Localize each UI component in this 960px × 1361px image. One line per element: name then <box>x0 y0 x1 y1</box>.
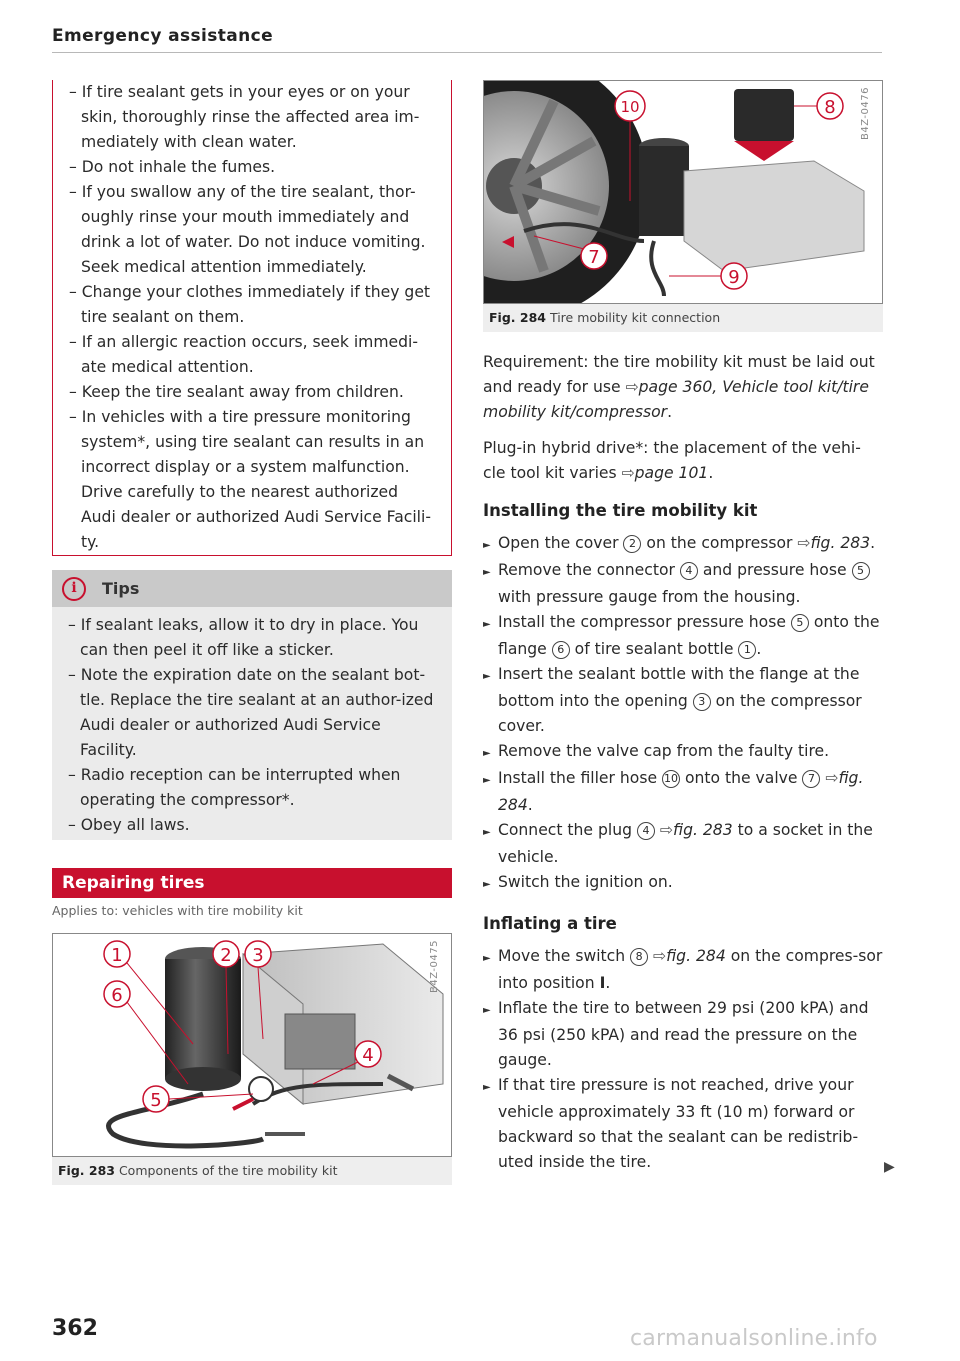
warning-item: – Keep the tire sealant away from children. <box>69 383 404 401</box>
step-text: onto the flange <box>498 613 880 658</box>
figure-283-caption-text: Components of the tire mobility kit <box>118 1163 338 1178</box>
step-text: with pressure gauge from the housing. <box>498 588 801 606</box>
warning-list <box>63 80 435 555</box>
sentence-end: . <box>667 403 673 421</box>
step-bullet-icon: ► <box>483 671 491 682</box>
watermark: carmanualsonline.info <box>630 1326 878 1351</box>
callout-8: 8 <box>824 97 836 118</box>
warning-item: – If an allergic reaction occurs, seek immedi-ate medical attention. <box>69 333 419 376</box>
step-text: Install the compressor pressure hose <box>498 613 791 631</box>
figure-284 <box>483 80 883 332</box>
step-text: . <box>870 534 876 552</box>
step-text: Install the filler hose <box>498 769 662 787</box>
step-text: Remove the connector <box>498 561 680 579</box>
figure-284-code: B4Z-0476 <box>860 87 871 140</box>
figure-284-caption <box>483 304 883 332</box>
instruction-step <box>483 558 883 610</box>
callout-5: 5 <box>150 1090 162 1111</box>
step-text: onto the valve <box>680 769 803 787</box>
callout-2: 2 <box>220 945 232 966</box>
callout-number: 3 <box>693 693 711 711</box>
step-text: Connect the plug <box>498 821 637 839</box>
figure-284-caption-text: Tire mobility kit connection <box>549 310 721 325</box>
figure-283 <box>52 933 452 1185</box>
link-arrow-icon: ⇨ <box>659 821 673 839</box>
figure-reference-link[interactable]: fig. 283 <box>810 534 871 552</box>
step-text: Insert the sealant bottle with the flange at the bottom into the opening <box>498 665 860 710</box>
step-text: on the compres-sor into position <box>498 947 883 992</box>
instruction-step <box>483 996 883 1073</box>
tire-mobility-kit-illustration <box>53 934 451 1156</box>
section-title: Repairing tires <box>52 868 452 898</box>
step-text: If that tire pressure is not reached, drive your vehicle approximately 33 ft (10 m) forward or backward so that the sealant can be redistrib-uted inside the tire. <box>498 1076 859 1171</box>
instruction-step <box>483 944 883 996</box>
instruction-step <box>483 610 883 662</box>
step-text: Inflate the tire to between 29 psi (200 kPA) and 36 psi (250 kPA) and read the pressure on the gauge. <box>498 999 869 1069</box>
sentence-end: . <box>708 464 714 482</box>
link-arrow-icon: ⇨ <box>621 464 635 482</box>
callout-number: 7 <box>802 770 820 788</box>
step-bullet-icon: ► <box>483 567 491 578</box>
step-bullet-icon: ► <box>483 775 491 786</box>
info-icon: i <box>62 577 86 601</box>
callout-1: 1 <box>111 945 123 966</box>
warning-item: – Do not inhale the fumes. <box>69 158 276 176</box>
step-text: . <box>605 974 611 992</box>
tips-item: – Radio reception can be interrupted when operating the compressor*. <box>68 766 401 809</box>
step-text: Open the cover <box>498 534 624 552</box>
warning-item: – If you swallow any of the tire sealant, thor-oughly rinse your mouth immediately and drink a lot of water. Do not induce vomiting. Seek medical attention immediately. <box>69 183 426 276</box>
figure-283-image <box>52 933 452 1157</box>
step-text: . <box>527 796 533 814</box>
warning-item: – If tire sealant gets in your eyes or on your skin, thoroughly rinse the affected area im-mediately with clean water. <box>69 83 420 151</box>
page-number: 362 <box>52 1316 98 1341</box>
step-bullet-icon: ► <box>483 953 491 964</box>
figure-283-caption <box>52 1157 452 1185</box>
callout-number: 8 <box>630 948 648 966</box>
instruction-step <box>483 1073 883 1175</box>
instruction-step <box>483 662 883 739</box>
step-text: to a socket in the vehicle. <box>498 821 873 866</box>
step-bullet-icon: ► <box>483 748 491 759</box>
callout-number: 2 <box>623 535 641 553</box>
step-text: of tire sealant bottle <box>569 640 739 658</box>
requirement-text: Requirement: the tire mobility kit must be laid out and ready for use <box>483 353 875 396</box>
left-column <box>52 80 452 1185</box>
step-bullet-icon: ► <box>483 879 491 890</box>
callout-number: 6 <box>552 641 570 659</box>
link-arrow-icon: ⇨ <box>797 534 811 552</box>
step-bullet-icon: ► <box>483 827 491 838</box>
tips-header <box>52 570 452 607</box>
callout-6: 6 <box>111 985 123 1006</box>
warning-item: – In vehicles with a tire pressure monitoring system*, using tire sealant can results in an incorrect display or a system malfunction. Drive carefully to the nearest authorized Audi dealer or authorized Audi Service Facili-ty. <box>69 408 431 551</box>
callout-number: 5 <box>791 614 809 632</box>
callout-9: 9 <box>728 267 740 288</box>
install-steps <box>483 531 883 897</box>
link-arrow-icon: ⇨ <box>653 947 667 965</box>
installing-heading: Installing the tire mobility kit <box>483 501 758 520</box>
step-text: . <box>756 640 762 658</box>
step-text: and pressure hose <box>697 561 852 579</box>
applies-to: Applies to: vehicles with tire mobility kit <box>52 903 303 918</box>
link-arrow-icon: ⇨ <box>825 769 839 787</box>
callout-number: 4 <box>680 562 698 580</box>
figure-reference-link[interactable]: fig. 283 <box>673 821 733 839</box>
callout-number: 10 <box>662 770 680 788</box>
step-text: on the compressor cover. <box>498 692 862 735</box>
callout-number: 1 <box>738 641 756 659</box>
figure-283-code: B4Z-0475 <box>429 940 440 993</box>
step-text: Switch the ignition on. <box>498 873 673 891</box>
page-reference-link[interactable]: page 101 <box>634 464 709 482</box>
step-bullet-icon: ► <box>483 540 491 551</box>
tips-list <box>62 613 436 838</box>
callout-number: 4 <box>637 822 655 840</box>
callout-3: 3 <box>252 945 264 966</box>
instruction-step <box>483 870 883 897</box>
instruction-step <box>483 766 883 818</box>
requirement-paragraph <box>483 350 883 425</box>
tips-item: – If sealant leaks, allow it to dry in place. You can then peel it off like a sticker. <box>68 616 419 659</box>
figure-283-label: Fig. 283 <box>58 1163 115 1178</box>
running-header <box>52 26 882 53</box>
tips-box <box>52 607 452 840</box>
instruction-step <box>483 531 883 558</box>
page-reference-link[interactable]: page 360, Vehicle tool kit/tire mobility kit/compressor <box>483 378 869 421</box>
figure-284-label: Fig. 284 <box>489 310 546 325</box>
step-text: Move the switch <box>498 947 631 965</box>
callout-number: 5 <box>852 562 870 580</box>
step-text: Remove the valve cap from the faulty tire. <box>498 742 830 760</box>
hybrid-paragraph <box>483 436 883 486</box>
header-title: Emergency assistance <box>52 26 274 46</box>
tips-label: Tips <box>102 579 140 598</box>
continue-arrow-icon: ▶ <box>884 1159 895 1175</box>
warning-item: – Change your clothes immediately if they get tire sealant on them. <box>69 283 431 326</box>
warning-box <box>52 80 452 556</box>
tire-connection-illustration <box>484 81 882 303</box>
inflating-heading: Inflating a tire <box>483 914 617 933</box>
switch-position: I <box>599 974 606 992</box>
callout-7: 7 <box>588 247 600 268</box>
hybrid-text: Plug-in hybrid drive*: the placement of the vehi-cle tool kit varies <box>483 439 861 482</box>
tips-item: – Note the expiration date on the sealant bot-tle. Replace the tire sealant at an author-ized Audi dealer or authorized Audi Service Facility. <box>68 666 434 759</box>
step-bullet-icon: ► <box>483 1005 491 1016</box>
tips-item: – Obey all laws. <box>68 816 190 834</box>
figure-reference-link[interactable]: fig. 284 <box>498 769 864 814</box>
right-column <box>483 80 883 1175</box>
callout-4: 4 <box>362 1045 374 1066</box>
step-text: on the compressor <box>641 534 798 552</box>
step-bullet-icon: ► <box>483 1082 491 1093</box>
instruction-step <box>483 739 883 766</box>
callout-10: 10 <box>620 98 640 116</box>
step-bullet-icon: ► <box>483 619 491 630</box>
instruction-step <box>483 818 883 870</box>
figure-reference-link[interactable]: fig. 284 <box>666 947 726 965</box>
figure-284-image <box>483 80 883 304</box>
link-arrow-icon: ⇨ <box>625 378 639 396</box>
inflate-steps <box>483 944 883 1175</box>
